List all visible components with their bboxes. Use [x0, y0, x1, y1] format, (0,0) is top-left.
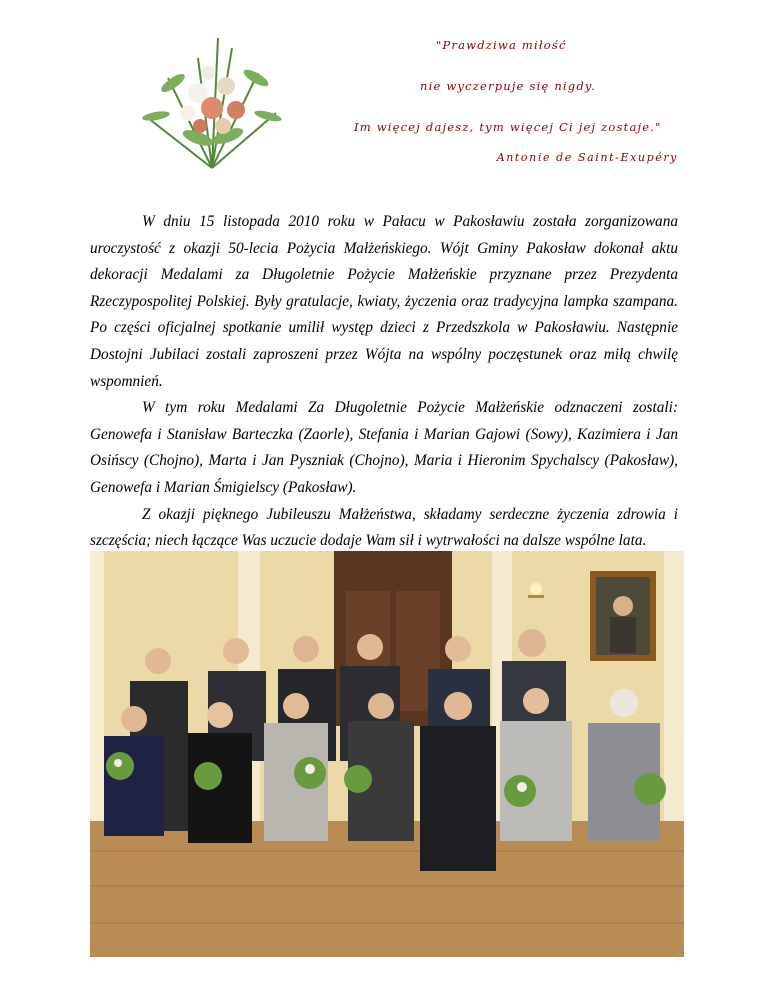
flower-bouquet-image [128, 18, 288, 178]
article-paragraph-2: W tym roku Medalami Za Długoletnie Pożycie Małżeńskie odznaczeni zostali: Genowefa i Stanisław Barteczka (Zaorle), Stefania i Marian Gajowi (Sowy), Kazimiera i Jan Osińscy (Chojno), Marta i Jan Pyszniak (Chojno), Maria i Hieronim Spychalscy (Pakosław), Genowefa i Marian Śmigielscy (Pakosław). [90, 399, 678, 496]
quote-line-1: "Prawdziwa miłość [436, 38, 567, 52]
group-photo [90, 551, 684, 957]
article-paragraph-3: Z okazji pięknego Jubileuszu Małżeństwa, składamy serdeczne życzenia zdrowia i szczęścia; niech łączące Was uczucie dodaje Wam sił i wytrwałości na dalsze wspólne lata. [90, 505, 678, 550]
quote-line-3: Im więcej dajesz, tym więcej Ci jej zostaje." [354, 120, 662, 134]
quote-author: Antonie de Saint-Exupéry [496, 151, 678, 164]
quote-line-2: nie wyczerpuje się nigdy. [420, 79, 596, 93]
article-paragraph-1: W dniu 15 listopada 2010 roku w Pałacu w Pakosławiu została zorganizowana uroczystość z okazji 50-lecia Pożycia Małżeńskiego. Wójt Gminy Pakosław dokonał aktu dekoracji Medalami za Długoletnie Pożycie Małżeńskie przyznane przez Prezydenta Rzeczypospolitej Polskiej. Były gratulacje, kwiaty, życzenia oraz tradycyjna lampka szampana. Po części oficjalnej spotkanie umilił występ dzieci z Przedszkola w Pakosławiu. Następnie Dostojni Jubilaci zostali zaproszeni przez Wójta na wspólny poczęstunek oraz miłą chwilę wspomnień. [90, 213, 678, 390]
article-body [90, 209, 678, 555]
